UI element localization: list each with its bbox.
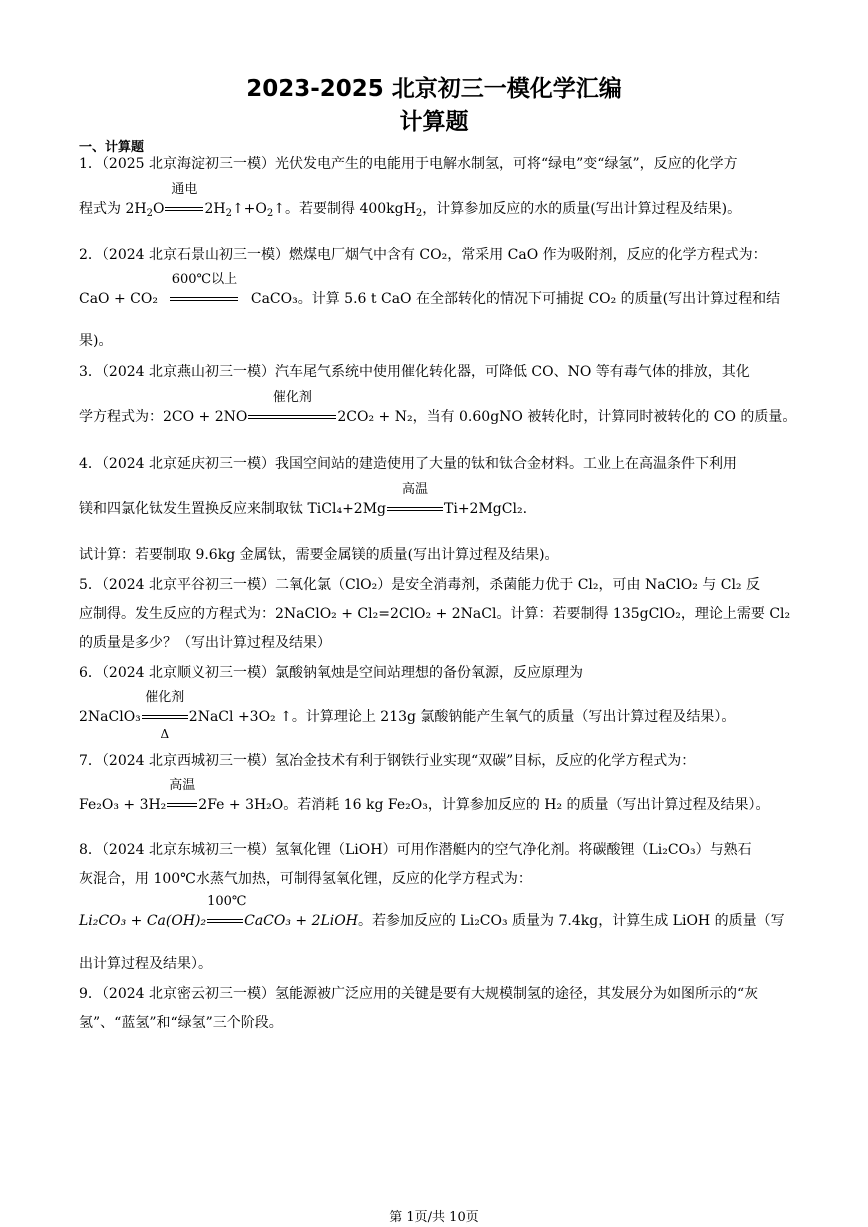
q3-reaction-arrow xyxy=(248,390,336,426)
question-7-line-1: 7．（2024 北京西城初三一模）氢冶金技术有利于钢铁行业实现“双碳”目标，反应的化学方程式为： xyxy=(79,753,696,769)
question-1-line-2: 程式为 $2H_2O$ 通电 $2H_2↑+O_2↑$。若要制得 400kgH$_2$，计算参加反应的水的质量(写出计算过程及结果)。 xyxy=(79,182,742,219)
q8-reaction-arrow xyxy=(207,894,247,930)
question-9-line-2: 氢”、“蓝氢”和“绿氢”三个阶段。 xyxy=(79,1015,283,1031)
question-1-line-1: 1．（2025 北京海淀初三一模）光伏发电产生的电能用于电解水制氢，可将“绿电”变“绿氢”，反应的化学方 xyxy=(79,156,738,172)
question-8-line-4: 出计算过程及结果）。 xyxy=(79,956,212,972)
q1-reaction-arrow xyxy=(165,182,203,218)
question-2-line-1: 2．（2024 北京石景山初三一模）燃煤电厂烟气中含有 CO₂，常采用 CaO 作为吸附剂，反应的化学方程式为： xyxy=(79,247,767,263)
question-8-line-3: Li₂CO₃ + Ca(OH)₂ 100℃ CaCO₃ + 2LiOH。若参加反应的 Li₂CO₃ 质量为 7.4kg，计算生成 LiOH 的质量（写 xyxy=(79,894,785,929)
question-9-line-1: 9．（2024 北京密云初三一模）氢能源被广泛应用的关键是要有大规模制氢的途径，其发展分为如图所示的“灰 xyxy=(79,986,759,1002)
question-8-line-2: 灰混合，用 100℃水蒸气加热，可制得氢氧化锂，反应的化学方程式为： xyxy=(79,871,532,887)
question-6-line-2: 2NaClO₃ 催化剂 Δ 2NaCl +3O₂ ↑。计算理论上 213g 氯酸钠能产生氧气的质量（写出计算过程及结果）。 xyxy=(79,690,736,741)
document-subtitle: 计算题 xyxy=(399,109,469,135)
q7-reaction-arrow xyxy=(167,778,197,814)
question-4-line-3: 试计算：若要制取 9.6kg 金属钛，需要金属镁的质量(写出计算过程及结果)。 xyxy=(79,547,559,563)
q2-reaction-arrow xyxy=(170,272,238,308)
question-5-line-1: 5．（2024 北京平谷初三一模）二氧化氯（ClO₂）是安全消毒剂，杀菌能力优于 Cl₂，可由 NaClO₂ 与 Cl₂ 反 xyxy=(79,577,760,593)
q1-condition: 通电 xyxy=(171,182,198,197)
question-7-line-2: Fe₂O₃ + 3H₂ 高温 2Fe + 3H₂O。若消耗 16 kg Fe₂O₃，计算参加反应的 H₂ 的质量（写出计算过程及结果）。 xyxy=(79,778,770,813)
q3-condition: 催化剂 xyxy=(272,390,312,405)
q1-eq-left: 程式为 2H xyxy=(79,201,147,217)
document-title: 2023-2025 北京初三一模化学汇编 xyxy=(246,76,622,102)
question-2-line-3: 果)。 xyxy=(79,333,113,349)
question-4-line-1: 4．（2024 北京延庆初三一模）我国空间站的建造使用了大量的钛和钛合金材料。工业上在高温条件下利用 xyxy=(79,456,737,472)
q4-reaction-arrow xyxy=(387,482,443,518)
question-4-line-2: 镁和四氯化钛发生置换反应来制取钛 TiCl₄+2Mg 高温 Ti+2MgCl₂. xyxy=(79,482,528,517)
question-3-line-1: 3．（2024 北京燕山初三一模）汽车尾气系统中使用催化转化器，可降低 CO、NO 等有毒气体的排放，其化 xyxy=(79,364,750,380)
question-5-line-2: 应制得。发生反应的方程式为：2NaClO₂ + Cl₂=2ClO₂ + 2NaCl。计算：若要制得 135gClO₂，理论上需要 Cl₂ xyxy=(79,606,791,622)
question-6-line-1: 6．（2024 北京顺义初三一模）氯酸钠氧烛是空间站理想的备份氧源，反应原理为 xyxy=(79,665,583,681)
q6-condition: 催化剂 xyxy=(145,690,185,705)
question-8-line-1: 8．（2024 北京东城初三一模）氢氧化锂（LiOH）可用作潜艇内的空气净化剂。将碳酸锂（Li₂CO₃）与熟石 xyxy=(79,842,752,858)
question-2-line-2: CaO + CO₂ 600℃以上 CaCO₃。计算 5.6 t CaO 在全部转化的情况下可捕捉 CO₂ 的质量(写出计算过程和结 xyxy=(79,272,781,307)
q2-condition: 600℃以上 xyxy=(171,272,238,287)
q6-heat-symbol: Δ xyxy=(160,727,170,741)
q6-reaction-arrow xyxy=(142,690,188,741)
q7-condition: 高温 xyxy=(169,778,196,793)
page-footer: 第 1页/共 10页 xyxy=(389,1210,479,1225)
question-3-line-2: 学方程式为：2CO + 2NO 催化剂 2CO₂ + N₂，当有 0.60gNO 被转化时，计算同时被转化的 CO 的质量。 xyxy=(79,390,797,425)
section-heading: 一、计算题 xyxy=(79,140,145,155)
q4-condition: 高温 xyxy=(402,482,429,497)
question-5-line-3: 的质量是多少？（写出计算过程及结果） xyxy=(79,635,331,651)
q8-condition: 100℃ xyxy=(207,894,247,909)
